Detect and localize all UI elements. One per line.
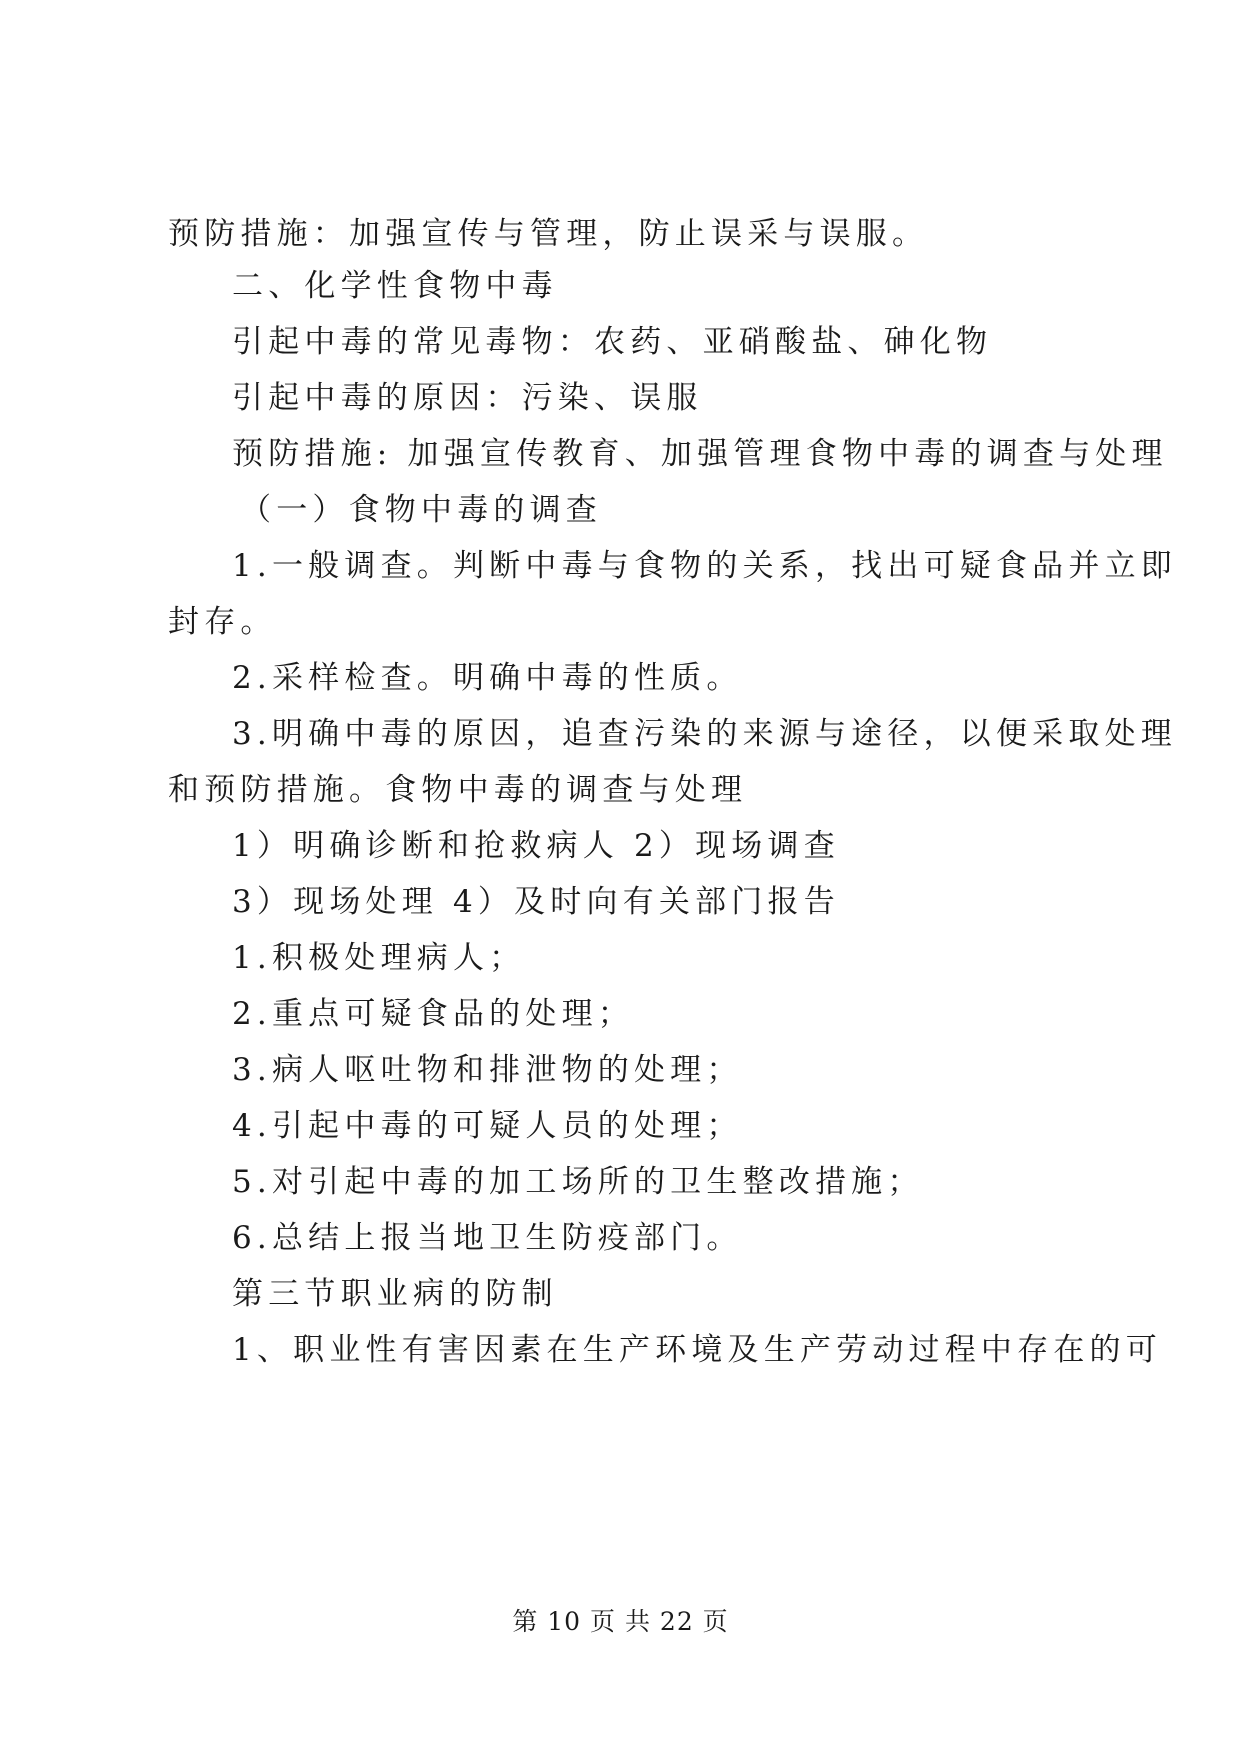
- list-item: 5.对引起中毒的加工场所的卫生整改措施；: [232, 1164, 924, 1200]
- paragraph-line: 预防措施：加强宣传与管理，防止误采与误服。: [168, 216, 929, 252]
- section-heading: 第三节职业病的防制: [232, 1276, 558, 1312]
- list-item: 3.明确中毒的原因，追查污染的来源与途径，以便采取处理: [232, 716, 1177, 752]
- paragraph-line: 引起中毒的常见毒物：农药、亚硝酸盐、砷化物: [232, 324, 993, 360]
- paragraph-line: 1、职业性有害因素在生产环境及生产劳动过程中存在的可: [232, 1332, 1162, 1368]
- list-item: 6.总结上报当地卫生防疫部门。: [232, 1220, 743, 1256]
- list-item: 2.采样检查。明确中毒的性质。: [232, 660, 743, 696]
- list-item: 1）明确诊断和抢救病人 2）现场调查: [232, 828, 840, 864]
- list-item-continuation: 和预防措施。食物中毒的调查与处理: [168, 772, 748, 808]
- list-item: 3.病人呕吐物和排泄物的处理；: [232, 1052, 743, 1088]
- list-item: 3）现场处理 4）及时向有关部门报告: [232, 884, 840, 920]
- list-item-continuation: 封存。: [168, 604, 277, 640]
- list-item: 1.一般调查。判断中毒与食物的关系，找出可疑食品并立即: [232, 548, 1177, 584]
- list-item: 1.积极处理病人；: [232, 940, 526, 976]
- paragraph-line: 引起中毒的原因：污染、误服: [232, 380, 703, 416]
- list-item: 2.重点可疑食品的处理；: [232, 996, 634, 1032]
- subsection-heading: （一）食物中毒的调查: [240, 492, 602, 528]
- paragraph-line: 预防措施: 加强宣传教育、加强管理食物中毒的调查与处理: [232, 436, 1168, 472]
- list-item: 4.引起中毒的可疑人员的处理；: [232, 1108, 743, 1144]
- section-heading: 二、化学性食物中毒: [232, 268, 558, 304]
- page-footer: 第 10 页 共 22 页: [512, 1607, 729, 1636]
